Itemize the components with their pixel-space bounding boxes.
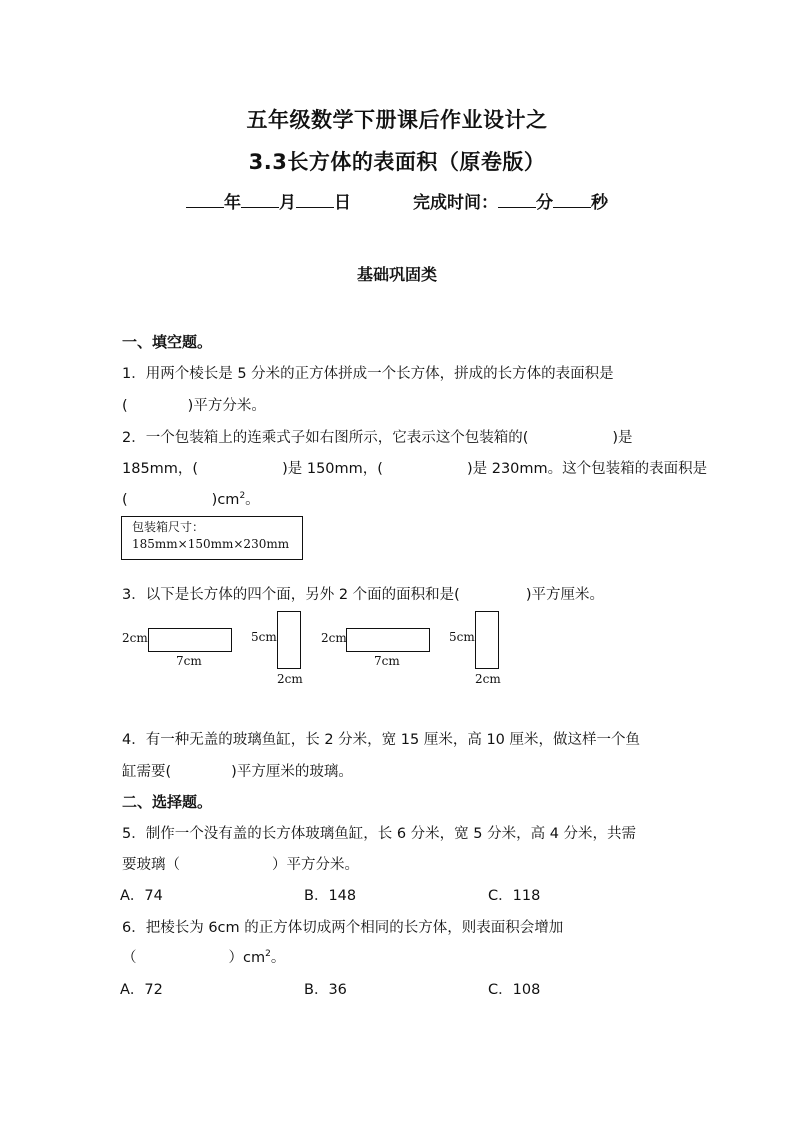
q2-line1 — [122, 426, 633, 447]
minutes-blank[interactable] — [498, 193, 536, 208]
face4-rectangle — [475, 611, 499, 669]
q2-text-h: 。 — [245, 492, 260, 508]
face1-left-label: 2cm — [122, 631, 148, 645]
q5-option-b[interactable]: B．148 — [304, 888, 357, 904]
seconds-label: 秒 — [591, 193, 608, 213]
month-label: 月 — [279, 193, 296, 213]
section-fill-blank: 一、填空题。 — [122, 333, 213, 351]
q3-line1 — [122, 583, 604, 604]
face1-rectangle — [148, 628, 232, 652]
q6-text-b: ）cm — [228, 950, 266, 966]
q6-option-a[interactable]: A．72 — [120, 982, 163, 998]
q5-option-c[interactable]: C．118 — [488, 888, 541, 904]
face3-left-label: 2cm — [321, 631, 347, 645]
q1-open-paren: ( — [122, 398, 128, 414]
face3-rectangle — [346, 628, 430, 652]
q2-text-b: )是 — [612, 430, 633, 446]
year-label: 年 — [224, 193, 241, 213]
section-choice: 二、选择题。 — [122, 793, 213, 811]
page-subtitle: 3.3长方体的表面积（原卷版） — [248, 150, 546, 174]
q6-text-a: （ — [122, 950, 137, 966]
q4-line1: 4．有一种无盖的玻璃鱼缸，长 2 分米，宽 15 厘米，高 10 厘米，做这样一个鱼 — [122, 732, 641, 748]
seconds-blank[interactable] — [553, 193, 591, 208]
q6-text-c: 。 — [270, 950, 286, 966]
q2-text-d: )是 150mm，( — [282, 461, 383, 477]
q6-line2 — [122, 946, 285, 967]
month-blank[interactable] — [241, 193, 279, 208]
q1-close: )平方分米。 — [187, 398, 266, 414]
q2-text-a: 2．一个包装箱上的连乘式子如右图所示，它表示这个包装箱的( — [122, 430, 529, 446]
face2-rectangle — [277, 611, 301, 669]
q4-text-a: 缸需要( — [122, 764, 172, 780]
q2-text-f: ( — [122, 492, 128, 508]
package-size-title: 包装箱尺寸： — [132, 520, 205, 534]
year-blank[interactable] — [186, 193, 224, 208]
q4-text-b: )平方厘米的玻璃。 — [231, 764, 353, 780]
q2-text-e: )是 230mm。这个包装箱的表面积是 — [466, 461, 708, 477]
q2-line2 — [122, 457, 707, 478]
q3-text-a: 3．以下是长方体的四个面，另外 2 个面的面积和是( — [122, 587, 460, 603]
date-time-line — [0, 188, 794, 213]
minutes-label: 分 — [536, 193, 553, 213]
face1-bottom-label: 7cm — [176, 654, 202, 668]
q2-line3 — [122, 488, 260, 509]
q6-superscript: 2 — [265, 949, 271, 960]
page-title: 五年级数学下册课后作业设计之 — [246, 108, 548, 132]
q5-text-b: ）平方分米。 — [272, 857, 359, 873]
q6-option-b[interactable]: B．36 — [304, 982, 347, 998]
face4-left-label: 5cm — [449, 630, 475, 644]
package-size-value: 185mm×150mm×230mm — [132, 537, 290, 551]
day-label: 日 — [334, 193, 351, 213]
category-heading: 基础巩固类 — [356, 265, 437, 284]
face2-left-label: 5cm — [251, 630, 277, 644]
day-blank[interactable] — [296, 193, 334, 208]
q3-text-b: )平方厘米。 — [525, 587, 604, 603]
face2-bottom-label: 2cm — [277, 672, 303, 686]
q6-line1: 6．把棱长为 6cm 的正方体切成两个相同的长方体，则表面积会增加 — [122, 920, 564, 936]
q1-line1: 1．用两个棱长是 5 分米的正方体拼成一个长方体，拼成的长方体的表面积是 — [122, 366, 614, 382]
time-label: 完成时间： — [413, 193, 498, 213]
package-size-box — [121, 516, 303, 560]
face4-bottom-label: 2cm — [475, 672, 501, 686]
q5-option-a[interactable]: A．74 — [120, 888, 163, 904]
q5-text-a: 要玻璃（ — [122, 857, 180, 873]
q4-line2 — [122, 760, 353, 781]
q5-line1: 5．制作一个没有盖的长方体玻璃鱼缸，长 6 分米，宽 5 分米，高 4 分米，共需 — [122, 826, 637, 842]
q2-text-c: 185mm，( — [122, 461, 199, 477]
q2-text-g: )cm — [211, 492, 240, 508]
q5-line2 — [122, 853, 359, 874]
q2-superscript: 2 — [239, 491, 246, 502]
face3-bottom-label: 7cm — [374, 654, 400, 668]
q6-option-c[interactable]: C．108 — [488, 982, 541, 998]
q1-line2 — [122, 394, 266, 415]
